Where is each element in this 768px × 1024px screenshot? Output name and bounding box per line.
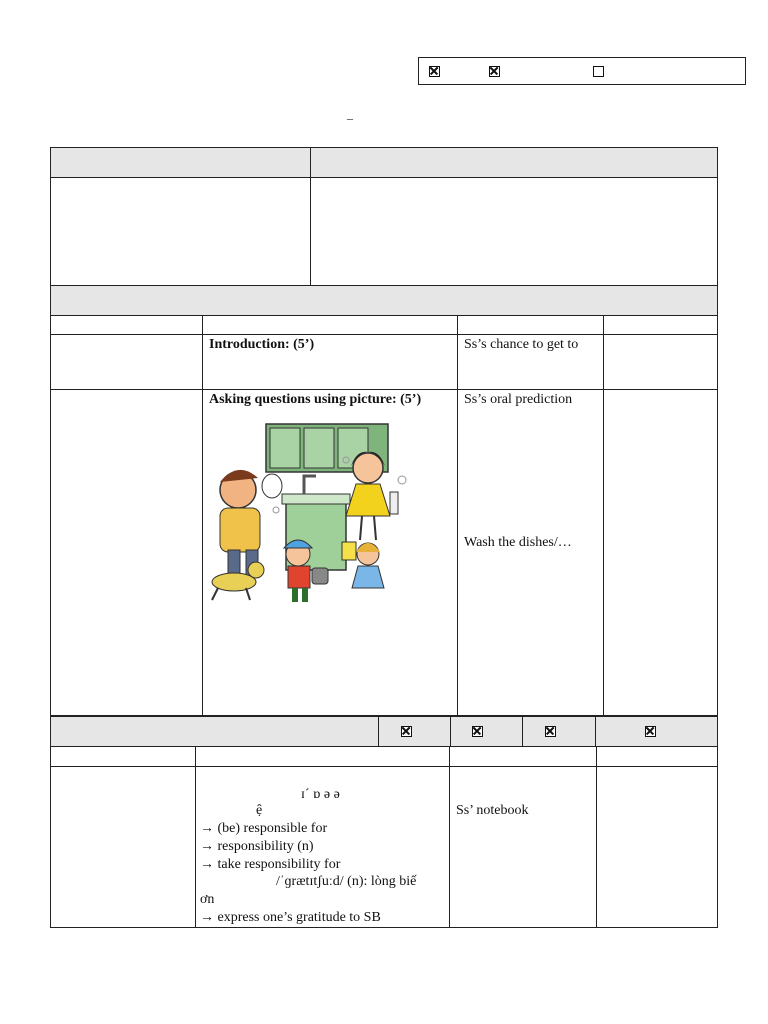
table2-header-row: [51, 717, 717, 746]
checkbox-checked-icon[interactable]: [401, 726, 412, 737]
table1-section-row: [51, 286, 717, 315]
asking-outcome-example: Wash the dishes/…: [464, 535, 572, 550]
checkbox-checked-icon[interactable]: [472, 726, 483, 737]
checkbox-checked-icon[interactable]: [489, 66, 500, 77]
intro-label: Introduction: (5’): [209, 337, 315, 352]
intro-outcome: Ss’s chance to get to: [464, 337, 579, 352]
asking-outcome-prediction: Ss’s oral prediction: [464, 392, 573, 407]
dash-mark: –: [347, 111, 353, 125]
header-checkbox-box: [418, 57, 746, 85]
checkbox-unchecked-icon[interactable]: [593, 66, 604, 77]
checkbox-checked-icon[interactable]: [645, 726, 656, 737]
table1-header-row: [51, 148, 717, 177]
vocab-line-3: → take responsibility for: [200, 857, 341, 872]
vocab-phonetic-1: ɪ´ ɒ ə ə: [301, 787, 340, 802]
vocab-line-1: → (be) responsible for: [200, 821, 328, 836]
vocab-outcome: Ss’ notebook: [456, 803, 529, 818]
vocab-line-5: ơn: [200, 892, 215, 907]
family-housework-illustration: [206, 420, 418, 610]
checkbox-checked-icon[interactable]: [545, 726, 556, 737]
vocab-line-4: /ˈɡrætɪtʃuːd/ (n): lòng biế: [276, 874, 417, 889]
checkbox-checked-icon[interactable]: [429, 66, 440, 77]
vocab-phonetic-2: ệ: [256, 803, 263, 818]
vocab-line-2: → responsibility (n): [200, 839, 314, 854]
asking-label: Asking questions using picture: (5’): [209, 392, 422, 407]
vocab-line-6: → express one’s gratitude to SB: [200, 910, 381, 925]
